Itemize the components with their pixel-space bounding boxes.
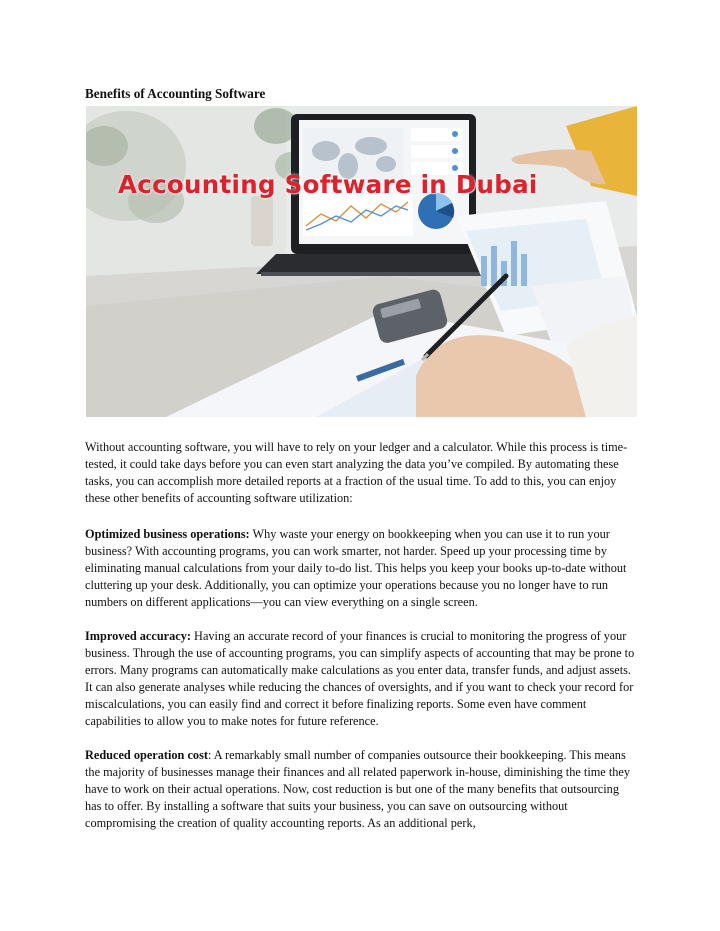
intro-paragraph <box>85 439 637 507</box>
hero-title: Accounting Software in Dubai <box>118 170 538 199</box>
optimized-operations-paragraph <box>85 526 637 611</box>
improved-accuracy-text: Having an accurate record of your finances is crucial to monitoring the progress of your business. Through the use of accounting programs, you can simplify aspects of accounting that may be prone to errors. Many programs can automatically make calculations as you enter data, transfer funds, and adjust assets. It can also generate analyses while reducing the chances of oversights, and if you want to check your record for miscalculations, you can easily find and correct it before finalizing reports. Some even have comment capabilities to allow you to make notes for future reference. <box>85 629 635 728</box>
hero-illustration <box>86 106 637 417</box>
section-heading: Benefits of Accounting Software <box>85 86 266 101</box>
reduced-cost-lead: Reduced operation cost <box>85 748 208 762</box>
intro-text: Without accounting software, you will have to rely on your ledger and a calculator. While this process is time-tested, it could take days before you can even start analyzing the data you’ve compiled. By automating these tasks, you can accomplish more detailed reports at a fraction of the usual time. To add to this, you can enjoy these other benefits of accounting software utilization: <box>85 440 628 505</box>
optimized-operations-text: Why waste your energy on bookkeeping when you can use it to run your business? With accounting programs, you can work smarter, not harder. Speed up your processing time by eliminating manual calculations from your daily to-do list. This helps you keep your books up-to-date without cluttering up your desk. Additionally, you can optimize your operations because you no longer have to run numbers on different applications—you can view everything on a single screen. <box>85 527 627 609</box>
improved-accuracy-paragraph <box>85 628 637 730</box>
optimized-operations-lead: Optimized business operations: <box>85 527 250 541</box>
hero-image <box>86 106 637 417</box>
reduced-cost-text: : A remarkably small number of companies outsource their bookkeeping. This means the majority of businesses manage their finances and all related paperwork in-house, diminishing the time they have to work on their actual operations. Now, cost reduction is but one of the many benefits that outsourcing has to offer. By installing a software that suits your business, you can save on outsourcing without compromising the creation of quality accounting reports. As an additional perk, <box>85 748 631 830</box>
reduced-cost-paragraph <box>85 747 637 832</box>
improved-accuracy-lead: Improved accuracy: <box>85 629 191 643</box>
